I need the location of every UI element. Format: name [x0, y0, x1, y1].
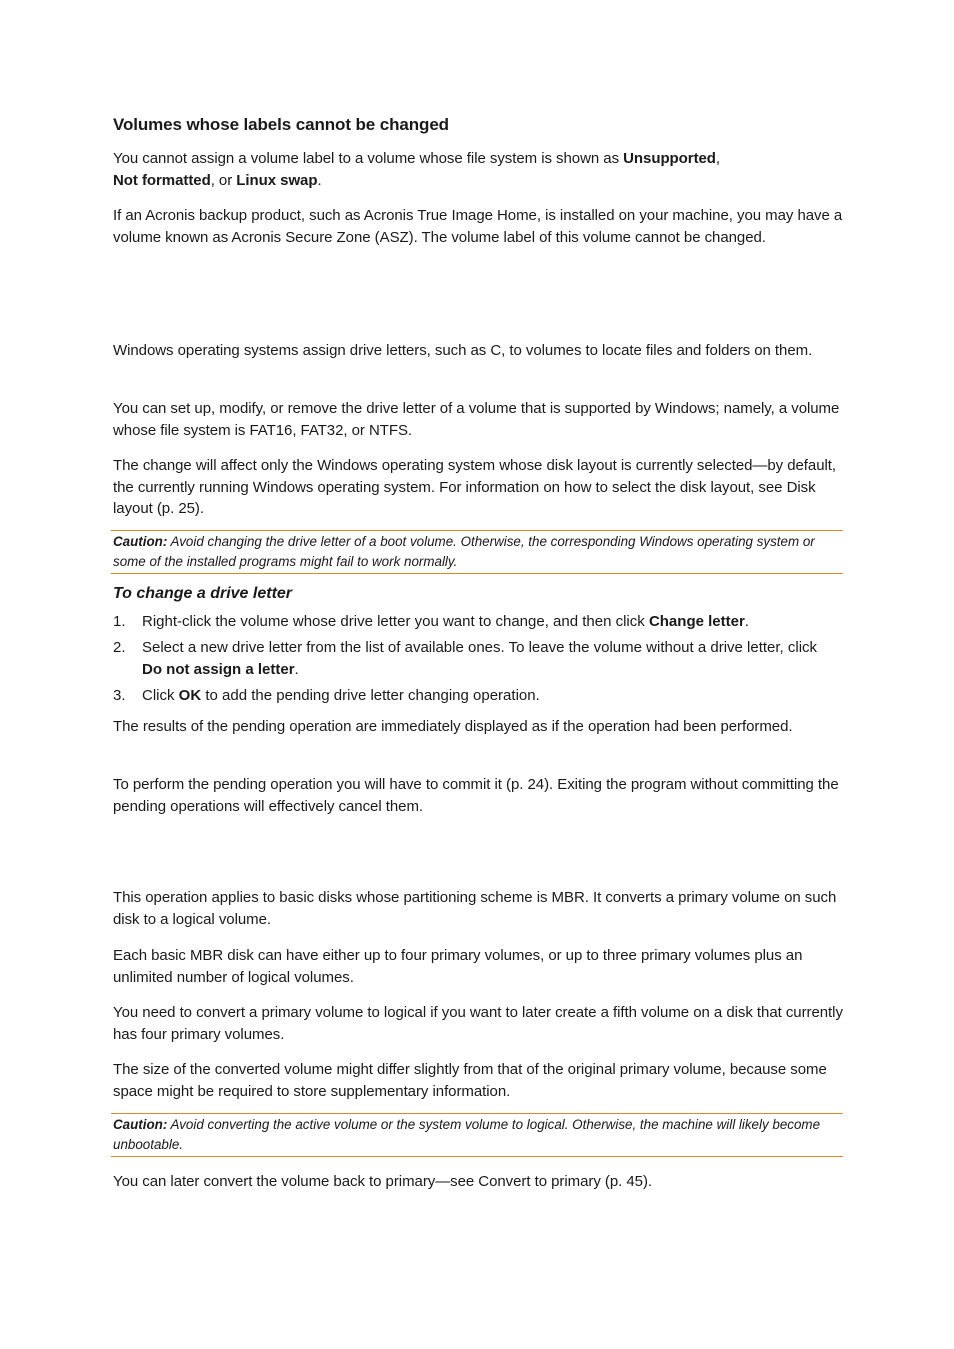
step-text [142, 611, 832, 633]
step-text [142, 637, 832, 680]
bold-term: Unsupported [623, 150, 716, 167]
step-number: 2. [113, 639, 126, 656]
paragraph-disk-layout: The change will affect only the Windows operating system whose disk layout is currently selected—by default, the currently running Windows operating system. For information on how to select the disk layout, see Disk layout (p. 25). [113, 457, 837, 518]
text-run: Right-click the volume whose drive letter you want to change, and then click [142, 613, 649, 630]
paragraph-pending-results: The results of the pending operation are immediately displayed as if the operation had been performed. [113, 718, 793, 735]
paragraph-size-difference: The size of the converted volume might differ slightly from that of the original primary volume, because some space might be required to store supplementary information. [113, 1061, 827, 1100]
bold-term: Do not assign a letter [142, 660, 295, 678]
text-run: , [715, 150, 721, 167]
paragraph-mbr-limits: Each basic MBR disk can have either up to four primary volumes, or up to three primary volumes plus an unlimited number of logical volumes. [113, 947, 803, 986]
paragraph-unsupported-labels [113, 148, 843, 191]
text-run: . [317, 171, 322, 189]
caution-label: Caution: [113, 1117, 168, 1132]
bold-term: OK [178, 687, 202, 704]
text-run: You cannot assign a volume label to a volume whose file system is shown as [113, 150, 624, 167]
text-run: , or [210, 171, 237, 189]
caution-box-active-volume [111, 1113, 843, 1157]
bold-term: Change letter [648, 613, 745, 630]
caution-text: Avoid changing the drive letter of a boot volume. Otherwise, the corresponding Windows operating system or some of the installed programs might fail to work normally. [113, 534, 815, 569]
paragraph-drive-letters-intro: Windows operating systems assign drive letters, such as C, to volumes to locate files and folders on them. [113, 342, 813, 359]
caution-text: Avoid converting the active volume or the system volume to logical. Otherwise, the machine will likely become unbootable. [113, 1117, 821, 1152]
step-number: 3. [113, 687, 126, 704]
text-run: . [744, 613, 749, 630]
text-run: Select a new drive letter from the list of available ones. To leave the volume without a drive letter, click [142, 639, 818, 656]
caution-label: Caution: [113, 534, 168, 549]
paragraph-drive-letters-supported: You can set up, modify, or remove the drive letter of a volume that is supported by Windows; namely, a volume whose file system is FAT16, FAT32, or NTFS. [113, 400, 840, 439]
text-run: to add the pending drive letter changing operation. [201, 687, 540, 704]
bold-term: Linux swap [236, 171, 318, 189]
procedure-title: To change a drive letter [113, 585, 293, 602]
section-heading-volume-labels: Volumes whose labels cannot be changed [113, 115, 449, 134]
text-run: Click [142, 687, 179, 704]
paragraph-commit: To perform the pending operation you will have to commit it (p. 24). Exiting the program without committing the pending operations will effectively cancel them. [113, 776, 839, 815]
paragraph-convert-back: You can later convert the volume back to primary—see Convert to primary (p. 45). [113, 1173, 653, 1190]
caution-box-boot-volume [111, 530, 843, 574]
bold-term: Not formatted [113, 171, 211, 189]
paragraph-mbr-intro: This operation applies to basic disks whose partitioning scheme is MBR. It converts a primary volume on such disk to a logical volume. [113, 889, 837, 928]
text-run: . [294, 660, 299, 678]
step-text [142, 685, 832, 707]
step-number: 1. [113, 613, 126, 630]
paragraph-fifth-volume: You need to convert a primary volume to logical if you want to later create a fifth volume on a disk that currently has four primary volumes. [113, 1004, 843, 1043]
procedure-step [113, 637, 843, 681]
paragraph-asz: If an Acronis backup product, such as Acronis True Image Home, is installed on your machine, you may have a volume known as Acronis Secure Zone (ASZ). The volume label of this volume cannot be changed. [113, 207, 843, 246]
